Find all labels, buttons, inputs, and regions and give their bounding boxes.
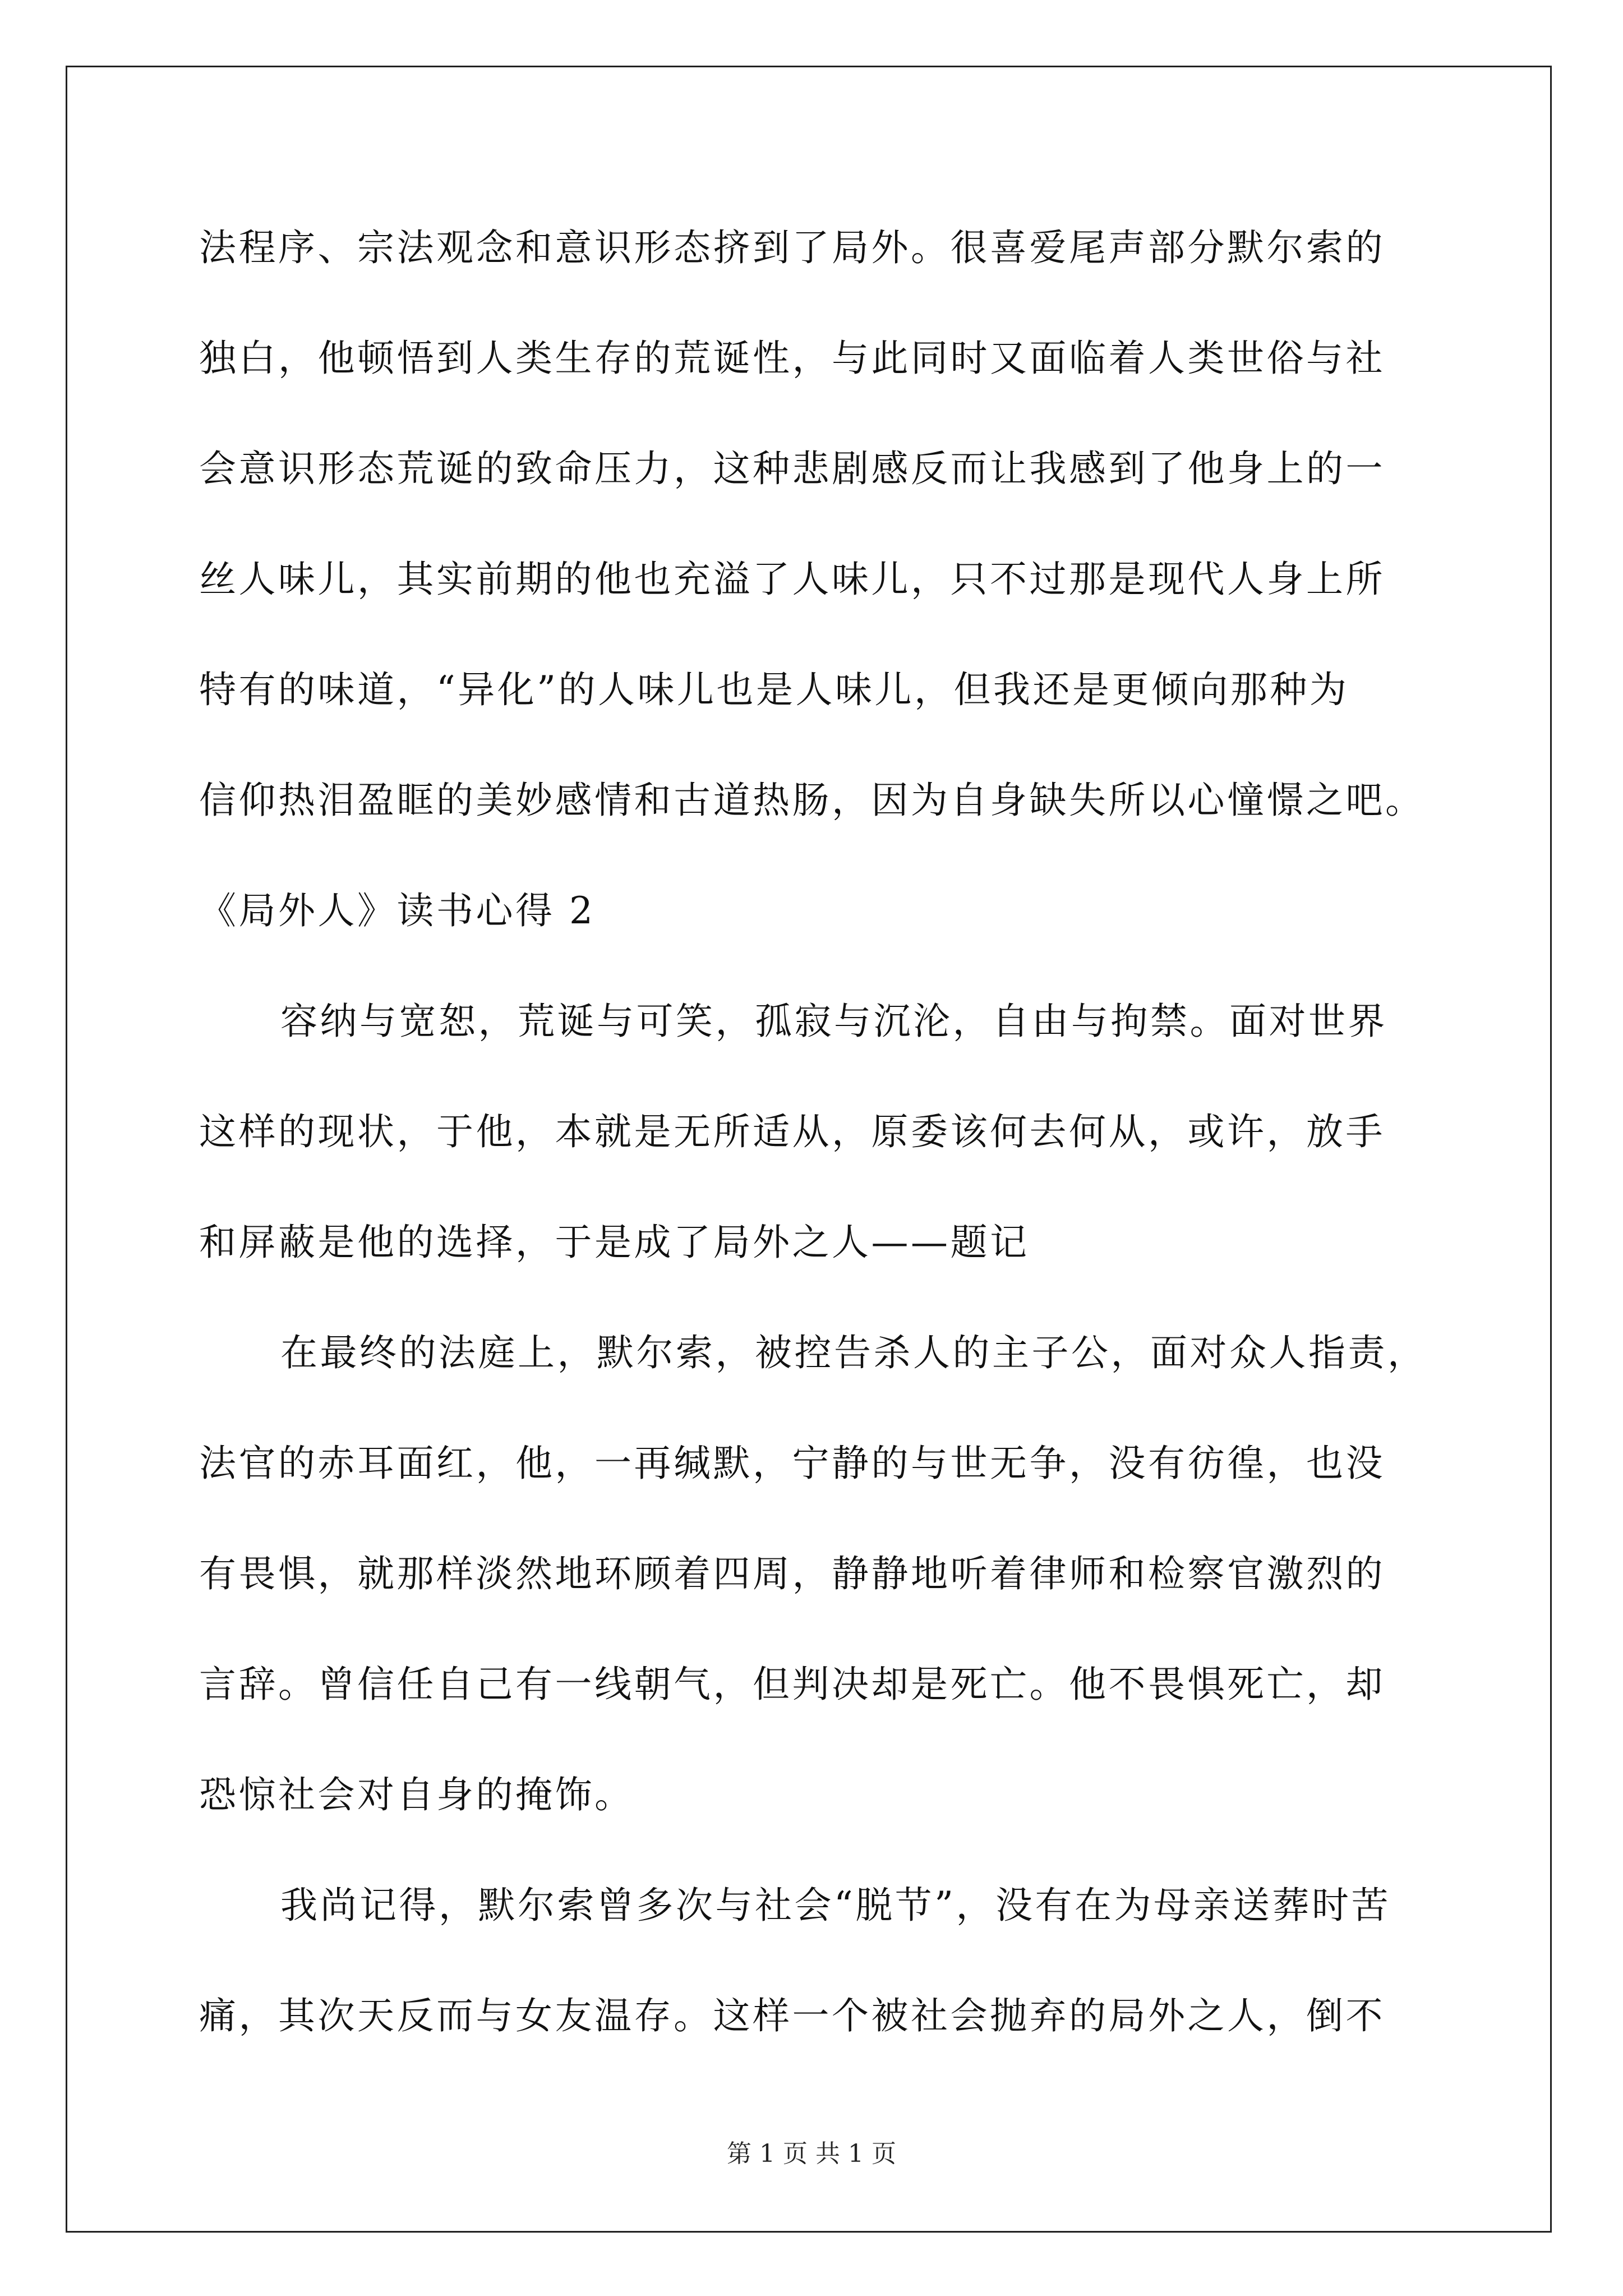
text-line: 言辞。曾信任自己有一线朝气，但判决却是死亡。他不畏惧死亡，却 <box>199 1663 1385 1706</box>
text-line: 丝人味儿，其实前期的他也充溢了人味儿，只不过那是现代人身上所 <box>199 558 1385 601</box>
page-footer: 第 1 页 共 1 页 <box>727 2139 896 2168</box>
text-line: 特有的味道，“异化”的人味儿也是人味儿，但我还是更倾向那种为 <box>199 668 1349 711</box>
paragraph-first-line: 我尚记得，默尔索曾多次与社会“脱节”，没有在为母亲送葬时苦 <box>280 1884 1391 1927</box>
text-line: 这样的现状，于他，本就是无所适从，原委该何去何从，或许，放手 <box>199 1110 1385 1153</box>
text-line: 会意识形态荒诞的致命压力，这种悲剧感反而让我感到了他身上的一 <box>199 447 1385 490</box>
section-heading: 《局外人》读书心得 2 <box>199 889 596 932</box>
text-line: 法官的赤耳面红，他，一再缄默，宁静的与世无争，没有彷徨，也没 <box>199 1442 1385 1485</box>
text-line: 信仰热泪盈眶的美妙感情和古道热肠，因为自身缺失所以心憧憬之吧。 <box>199 779 1425 822</box>
text-line: 有畏惧，就那样淡然地环顾着四周，静静地听着律师和检察官激烈的 <box>199 1552 1385 1595</box>
text-line: 法程序、宗法观念和意识形态挤到了局外。很喜爱尾声部分默尔索的 <box>199 226 1385 269</box>
text-line: 恐惊社会对自身的掩饰。 <box>199 1773 634 1816</box>
text-line: 和屏蔽是他的选择，于是成了局外之人——题记 <box>199 1221 1030 1264</box>
paragraph-first-line: 容纳与宽恕，荒诞与可笑，孤寂与沉沦，自由与拘禁。面对世界 <box>280 1000 1387 1043</box>
text-line: 独白，他顿悟到人类生存的荒诞性，与此同时又面临着人类世俗与社 <box>199 337 1385 380</box>
text-line: 痛，其次天反而与女友温存。这样一个被社会抛弃的局外之人，倒不 <box>199 1994 1385 2037</box>
paragraph-first-line: 在最终的法庭上，默尔索，被控告杀人的主子公，面对众人指责， <box>280 1331 1427 1374</box>
